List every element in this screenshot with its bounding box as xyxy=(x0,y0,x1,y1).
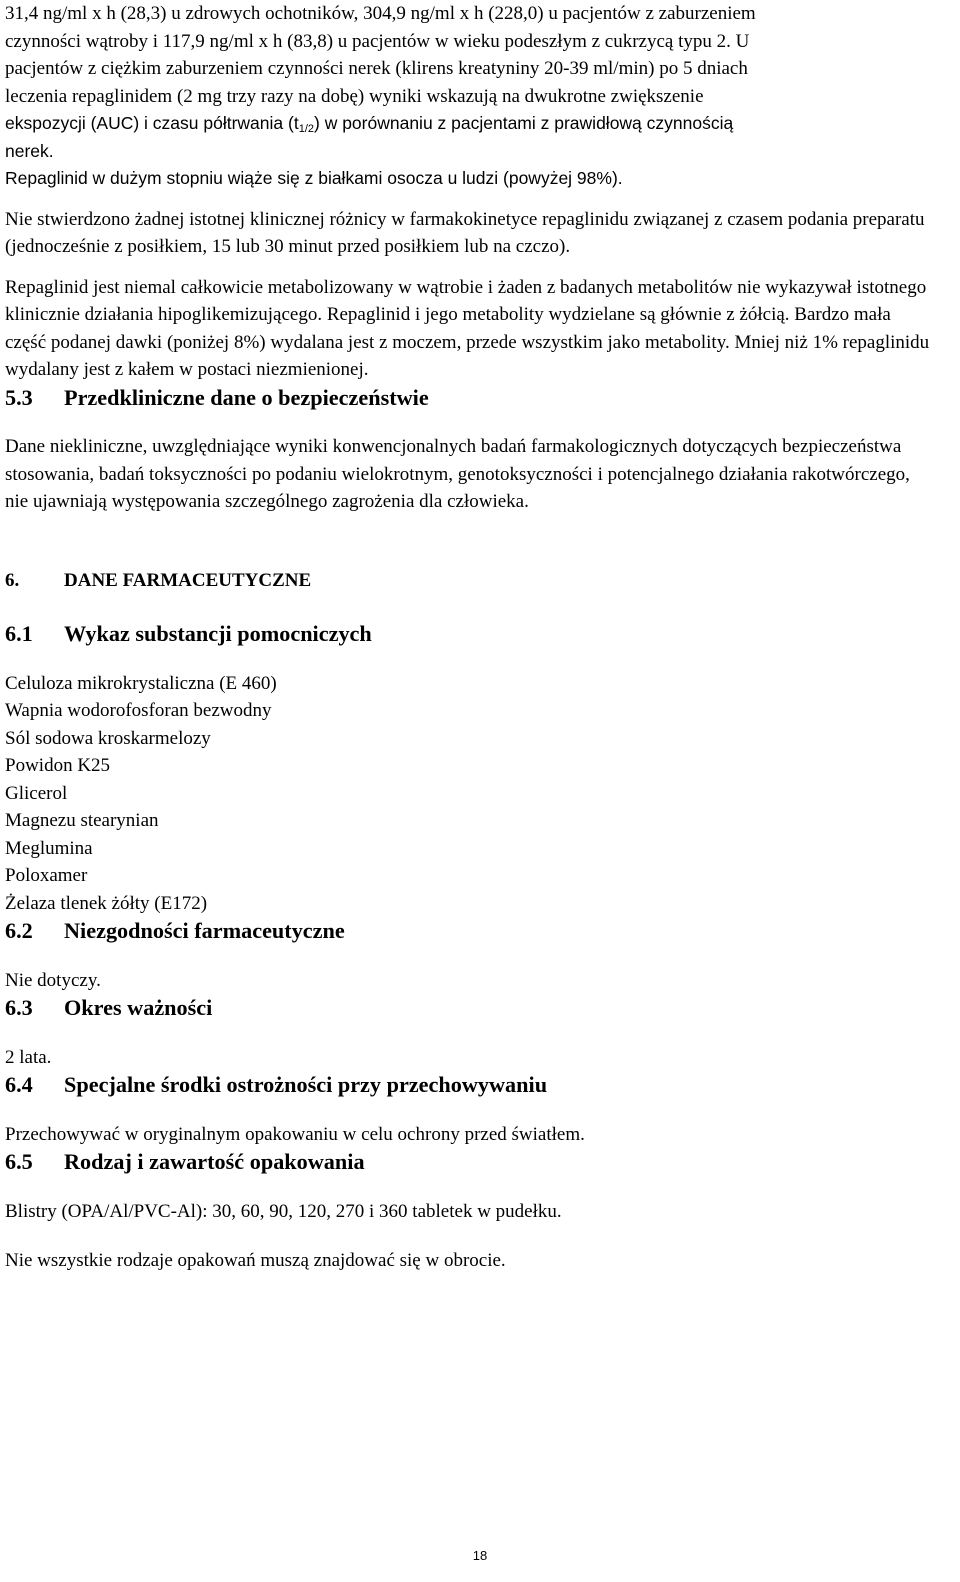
binding-paragraph: Repaglinid w dużym stopniu wiąże się z białkami osocza u ludzi (powyżej 98%). xyxy=(5,168,623,188)
list-item: Sól sodowa kroskarmelozy xyxy=(5,727,211,749)
section-6-heading xyxy=(5,567,930,595)
excipients-list xyxy=(5,670,930,918)
list-item: Meglumina xyxy=(5,837,93,859)
section-5-3-body: Dane niekliniczne, uwzględniające wyniki konwencjonalnych badań farmakologicznych dotyczących bezpieczeństwa stosowania, badań toksyczności po podaniu wielokrotnym, genotoksyczności i potencjalnego działania rakotwórczego, nie ujawniają występowania szczególnego zagrożenia dla człowieka. xyxy=(5,436,910,512)
pk-line-2: czynności wątroby i 117,9 ng/ml x h (83,8) u pacjentów w wieku podeszłym z cukrzycą typu 2. U xyxy=(5,30,750,52)
list-item: Powidon K25 xyxy=(5,755,111,776)
section-title: Rodzaj i zawartość opakowania xyxy=(64,1149,365,1174)
section-number: 6.4 xyxy=(5,1072,33,1097)
section-title: Wykaz substancji pomocniczych xyxy=(64,621,372,646)
document-page xyxy=(5,0,930,1275)
section-6-3-heading xyxy=(5,994,930,1022)
section-number: 6.1 xyxy=(5,621,33,646)
list-item: Żelaza tlenek żółty (E172) xyxy=(5,892,208,914)
list-item: Glicerol xyxy=(5,782,68,804)
section-6-2-heading xyxy=(5,917,930,945)
section-6-3-body: 2 lata. xyxy=(5,1046,52,1068)
section-6-5-body-1: Blistry (OPA/Al/PVC-Al): 30, 60, 90, 120, 270 i 360 tabletek w pudełku. xyxy=(5,1200,562,1222)
section-number: 6.2 xyxy=(5,918,33,943)
pk-line-6: nerek. xyxy=(5,140,54,161)
section-number: 5.3 xyxy=(5,384,33,410)
list-item: Wapnia wodorofosforan bezwodny xyxy=(5,700,272,721)
section-6-2-body: Nie dotyczy. xyxy=(5,969,101,991)
food-paragraph: Nie stwierdzono żadnej istotnej klinicznej różnicy w farmakokinetyce repaglinidu związanej z czasem podania preparatu (jednocześnie z posiłkiem, 15 lub 30 minut przed posiłkiem lub na czczo). xyxy=(5,208,925,257)
pk-line-5-text: ekspozycji (AUC) i czasu półtrwania (t xyxy=(5,113,299,133)
section-6-5-body-2: Nie wszystkie rodzaje opakowań muszą znajdować się w obrocie. xyxy=(5,1250,506,1271)
pk-line-4: leczenia repaglinidem (2 mg trzy razy na dobę) wyniki wskazują na dwukrotne zwiększenie xyxy=(5,85,704,107)
section-number: 6. xyxy=(5,569,20,591)
section-6-4-body: Przechowywać w oryginalnym opakowaniu w celu ochrony przed światłem. xyxy=(5,1123,585,1145)
pk-line-5-text-end: ) w porównaniu z pacjentami z prawidłową czynnością xyxy=(314,113,734,133)
section-6-4-heading xyxy=(5,1071,930,1099)
section-number: 6.3 xyxy=(5,995,33,1020)
section-title: Specjalne środki ostrożności przy przechowywaniu xyxy=(64,1072,548,1097)
section-6-5-heading xyxy=(5,1148,930,1176)
half-life-subscript: 1/2 xyxy=(298,123,314,135)
section-number: 6.5 xyxy=(5,1149,33,1174)
list-item: Celuloza mikrokrystaliczna (E 460) xyxy=(5,672,277,694)
section-6-1-heading xyxy=(5,620,930,648)
list-item: Poloxamer xyxy=(5,865,88,886)
page-number: 18 xyxy=(472,1548,488,1563)
section-5-3-heading xyxy=(5,384,930,412)
section-title: Niezgodności farmaceutyczne xyxy=(64,918,345,943)
section-title: Okres ważności xyxy=(64,995,213,1020)
metabolism-paragraph: Repaglinid jest niemal całkowicie metabolizowany w wątrobie i żaden z badanych metabolitów nie wykazywał istotnego klinicznie działania hipoglikemizującego. Repaglinid i jego metabolity wydzielane są głównie z żółcią. Bardzo mała część podanej dawki (poniżej 8%) wydalana jest z moczem, przede wszystkim jako metabolity. Mniej niż 1% repaglinidu wydalany jest z kałem w postaci niezmienionej. xyxy=(5,276,930,380)
section-title: Przedkliniczne dane o bezpieczeństwie xyxy=(64,384,429,410)
pk-line-1: 31,4 ng/ml x h (28,3) u zdrowych ochotników, 304,9 ng/ml x h (228,0) u pacjentów z zaburzeniem xyxy=(5,3,756,24)
section-title: DANE FARMACEUTYCZNE xyxy=(64,569,312,591)
pk-line-5 xyxy=(5,110,930,138)
list-item: Magnezu stearynian xyxy=(5,810,159,831)
pk-line-3: pacjentów z ciężkim zaburzeniem czynności nerek (klirens kreatyniny 20-39 ml/min) po 5 dniach xyxy=(5,58,748,79)
